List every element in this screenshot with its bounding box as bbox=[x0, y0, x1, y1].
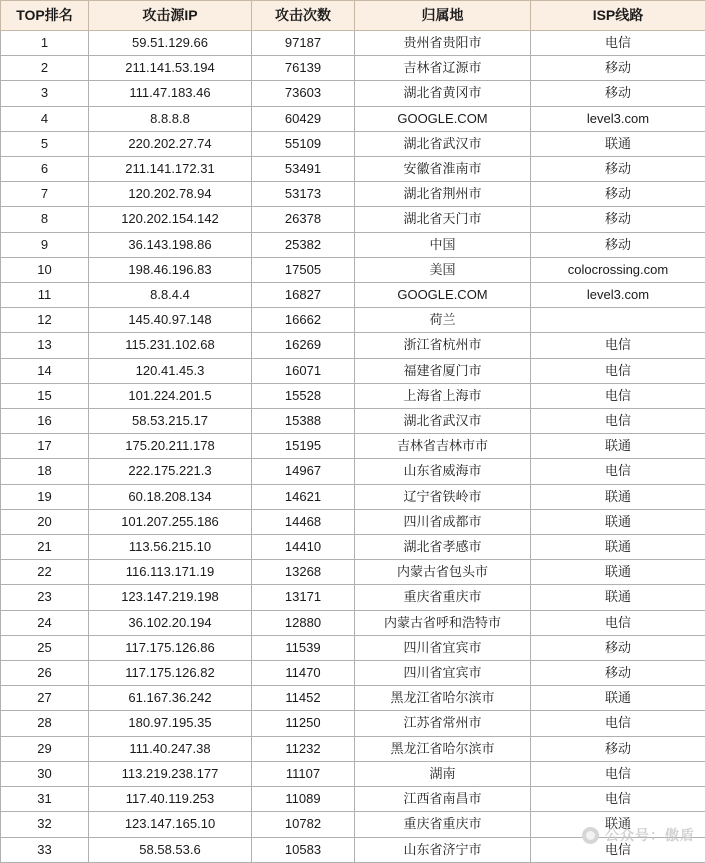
cell-isp: 移动 bbox=[531, 182, 705, 207]
table-row bbox=[1, 333, 705, 358]
cell-source-ip: 111.47.183.46 bbox=[89, 81, 252, 106]
cell-isp: 电信 bbox=[531, 837, 705, 862]
table-row bbox=[1, 812, 705, 837]
cell-rank: 18 bbox=[1, 459, 89, 484]
cell-location: 吉林省辽源市 bbox=[355, 56, 531, 81]
cell-attack-count: 53173 bbox=[252, 182, 355, 207]
table-row bbox=[1, 761, 705, 786]
column-header-rank: TOP排名 bbox=[1, 1, 89, 31]
cell-isp: 电信 bbox=[531, 31, 705, 56]
cell-isp bbox=[531, 308, 705, 333]
cell-source-ip: 101.224.201.5 bbox=[89, 383, 252, 408]
column-header-location: 归属地 bbox=[355, 1, 531, 31]
cell-source-ip: 175.20.211.178 bbox=[89, 434, 252, 459]
table-row bbox=[1, 409, 705, 434]
cell-isp: 电信 bbox=[531, 761, 705, 786]
cell-rank: 1 bbox=[1, 31, 89, 56]
cell-source-ip: 58.58.53.6 bbox=[89, 837, 252, 862]
table-row bbox=[1, 736, 705, 761]
cell-attack-count: 55109 bbox=[252, 131, 355, 156]
cell-location: 江西省南昌市 bbox=[355, 787, 531, 812]
cell-location: 贵州省贵阳市 bbox=[355, 31, 531, 56]
cell-location: 荷兰 bbox=[355, 308, 531, 333]
cell-rank: 17 bbox=[1, 434, 89, 459]
cell-isp: 电信 bbox=[531, 409, 705, 434]
table-row bbox=[1, 182, 705, 207]
cell-rank: 6 bbox=[1, 157, 89, 182]
cell-rank: 8 bbox=[1, 207, 89, 232]
cell-attack-count: 16269 bbox=[252, 333, 355, 358]
cell-isp: 电信 bbox=[531, 459, 705, 484]
cell-attack-count: 15195 bbox=[252, 434, 355, 459]
cell-rank: 25 bbox=[1, 635, 89, 660]
cell-rank: 32 bbox=[1, 812, 89, 837]
table-row bbox=[1, 358, 705, 383]
cell-rank: 5 bbox=[1, 131, 89, 156]
cell-source-ip: 180.97.195.35 bbox=[89, 711, 252, 736]
cell-location: 安徽省淮南市 bbox=[355, 157, 531, 182]
cell-attack-count: 14967 bbox=[252, 459, 355, 484]
table-row bbox=[1, 535, 705, 560]
table-header bbox=[1, 1, 705, 31]
cell-attack-count: 15388 bbox=[252, 409, 355, 434]
cell-location: 黑龙江省哈尔滨市 bbox=[355, 736, 531, 761]
cell-source-ip: 117.40.119.253 bbox=[89, 787, 252, 812]
column-header-source-ip: 攻击源IP bbox=[89, 1, 252, 31]
cell-rank: 28 bbox=[1, 711, 89, 736]
cell-isp: colocrossing.com bbox=[531, 257, 705, 282]
cell-attack-count: 53491 bbox=[252, 157, 355, 182]
cell-rank: 4 bbox=[1, 106, 89, 131]
cell-location: 黑龙江省哈尔滨市 bbox=[355, 686, 531, 711]
cell-location: 湖北省武汉市 bbox=[355, 409, 531, 434]
cell-isp: 电信 bbox=[531, 333, 705, 358]
cell-attack-count: 11470 bbox=[252, 661, 355, 686]
cell-source-ip: 211.141.172.31 bbox=[89, 157, 252, 182]
cell-attack-count: 13268 bbox=[252, 560, 355, 585]
cell-rank: 27 bbox=[1, 686, 89, 711]
table-row bbox=[1, 207, 705, 232]
cell-rank: 21 bbox=[1, 535, 89, 560]
table-row bbox=[1, 837, 705, 862]
cell-isp: 联通 bbox=[531, 560, 705, 585]
table-row bbox=[1, 31, 705, 56]
cell-location: 吉林省吉林市市 bbox=[355, 434, 531, 459]
cell-rank: 11 bbox=[1, 283, 89, 308]
table-row bbox=[1, 308, 705, 333]
cell-location: 湖北省孝感市 bbox=[355, 535, 531, 560]
cell-location: 湖北省荆州市 bbox=[355, 182, 531, 207]
cell-isp: 联通 bbox=[531, 535, 705, 560]
cell-source-ip: 115.231.102.68 bbox=[89, 333, 252, 358]
cell-source-ip: 61.167.36.242 bbox=[89, 686, 252, 711]
table-row bbox=[1, 787, 705, 812]
cell-attack-count: 97187 bbox=[252, 31, 355, 56]
cell-source-ip: 198.46.196.83 bbox=[89, 257, 252, 282]
table-row bbox=[1, 484, 705, 509]
cell-isp: 联通 bbox=[531, 585, 705, 610]
cell-attack-count: 12880 bbox=[252, 610, 355, 635]
cell-attack-count: 76139 bbox=[252, 56, 355, 81]
cell-source-ip: 116.113.171.19 bbox=[89, 560, 252, 585]
table-row bbox=[1, 661, 705, 686]
table-row bbox=[1, 686, 705, 711]
cell-attack-count: 14468 bbox=[252, 509, 355, 534]
cell-rank: 15 bbox=[1, 383, 89, 408]
cell-attack-count: 10782 bbox=[252, 812, 355, 837]
cell-source-ip: 113.219.238.177 bbox=[89, 761, 252, 786]
cell-location: 四川省成都市 bbox=[355, 509, 531, 534]
table-row bbox=[1, 131, 705, 156]
cell-location: 重庆省重庆市 bbox=[355, 812, 531, 837]
cell-source-ip: 101.207.255.186 bbox=[89, 509, 252, 534]
table-row bbox=[1, 585, 705, 610]
cell-rank: 30 bbox=[1, 761, 89, 786]
cell-isp: 电信 bbox=[531, 711, 705, 736]
cell-source-ip: 113.56.215.10 bbox=[89, 535, 252, 560]
cell-rank: 22 bbox=[1, 560, 89, 585]
cell-rank: 19 bbox=[1, 484, 89, 509]
cell-location: 湖北省黄冈市 bbox=[355, 81, 531, 106]
table-row bbox=[1, 232, 705, 257]
cell-isp: level3.com bbox=[531, 106, 705, 131]
cell-source-ip: 111.40.247.38 bbox=[89, 736, 252, 761]
cell-attack-count: 16662 bbox=[252, 308, 355, 333]
cell-location: 中国 bbox=[355, 232, 531, 257]
cell-isp: 联通 bbox=[531, 131, 705, 156]
column-header-attack-count: 攻击次数 bbox=[252, 1, 355, 31]
table-row bbox=[1, 459, 705, 484]
cell-location: 上海省上海市 bbox=[355, 383, 531, 408]
watermark-text: 公众号：傲盾 bbox=[605, 825, 695, 845]
cell-isp: 移动 bbox=[531, 661, 705, 686]
cell-attack-count: 25382 bbox=[252, 232, 355, 257]
cell-source-ip: 36.143.198.86 bbox=[89, 232, 252, 257]
cell-location: 福建省厦门市 bbox=[355, 358, 531, 383]
cell-attack-count: 11107 bbox=[252, 761, 355, 786]
cell-attack-count: 26378 bbox=[252, 207, 355, 232]
cell-isp: 电信 bbox=[531, 383, 705, 408]
cell-isp: 联通 bbox=[531, 484, 705, 509]
cell-isp: 电信 bbox=[531, 358, 705, 383]
column-header-isp: ISP线路 bbox=[531, 1, 705, 31]
cell-source-ip: 60.18.208.134 bbox=[89, 484, 252, 509]
cell-isp: 移动 bbox=[531, 81, 705, 106]
cell-isp: 移动 bbox=[531, 157, 705, 182]
cell-source-ip: 117.175.126.86 bbox=[89, 635, 252, 660]
table-row bbox=[1, 635, 705, 660]
cell-attack-count: 11539 bbox=[252, 635, 355, 660]
cell-location: 四川省宜宾市 bbox=[355, 661, 531, 686]
cell-source-ip: 8.8.8.8 bbox=[89, 106, 252, 131]
cell-source-ip: 120.41.45.3 bbox=[89, 358, 252, 383]
cell-attack-count: 14621 bbox=[252, 484, 355, 509]
cell-location: GOOGLE.COM bbox=[355, 283, 531, 308]
cell-source-ip: 58.53.215.17 bbox=[89, 409, 252, 434]
cell-location: 山东省威海市 bbox=[355, 459, 531, 484]
cell-source-ip: 222.175.221.3 bbox=[89, 459, 252, 484]
cell-source-ip: 123.147.165.10 bbox=[89, 812, 252, 837]
cell-location: GOOGLE.COM bbox=[355, 106, 531, 131]
table-header-row bbox=[1, 1, 705, 31]
table-row bbox=[1, 560, 705, 585]
cell-location: 湖北省武汉市 bbox=[355, 131, 531, 156]
cell-rank: 14 bbox=[1, 358, 89, 383]
table-row bbox=[1, 711, 705, 736]
cell-source-ip: 59.51.129.66 bbox=[89, 31, 252, 56]
table-row bbox=[1, 283, 705, 308]
cell-attack-count: 14410 bbox=[252, 535, 355, 560]
cell-source-ip: 123.147.219.198 bbox=[89, 585, 252, 610]
cell-isp: 移动 bbox=[531, 736, 705, 761]
cell-attack-count: 16827 bbox=[252, 283, 355, 308]
cell-rank: 31 bbox=[1, 787, 89, 812]
cell-location: 湖北省天门市 bbox=[355, 207, 531, 232]
table-row bbox=[1, 383, 705, 408]
cell-isp: 电信 bbox=[531, 610, 705, 635]
cell-isp: 联通 bbox=[531, 812, 705, 837]
cell-isp: 电信 bbox=[531, 787, 705, 812]
cell-attack-count: 10583 bbox=[252, 837, 355, 862]
cell-rank: 20 bbox=[1, 509, 89, 534]
cell-location: 江苏省常州市 bbox=[355, 711, 531, 736]
cell-isp: 联通 bbox=[531, 686, 705, 711]
cell-rank: 13 bbox=[1, 333, 89, 358]
cell-isp: 移动 bbox=[531, 635, 705, 660]
table-row bbox=[1, 257, 705, 282]
cell-location: 四川省宜宾市 bbox=[355, 635, 531, 660]
cell-location: 内蒙古省包头市 bbox=[355, 560, 531, 585]
cell-location: 山东省济宁市 bbox=[355, 837, 531, 862]
cell-attack-count: 11089 bbox=[252, 787, 355, 812]
cell-attack-count: 73603 bbox=[252, 81, 355, 106]
table-row bbox=[1, 81, 705, 106]
cell-location: 湖南 bbox=[355, 761, 531, 786]
cell-rank: 2 bbox=[1, 56, 89, 81]
cell-rank: 7 bbox=[1, 182, 89, 207]
cell-rank: 23 bbox=[1, 585, 89, 610]
cell-source-ip: 117.175.126.82 bbox=[89, 661, 252, 686]
cell-rank: 12 bbox=[1, 308, 89, 333]
cell-attack-count: 11250 bbox=[252, 711, 355, 736]
cell-attack-count: 60429 bbox=[252, 106, 355, 131]
cell-attack-count: 11452 bbox=[252, 686, 355, 711]
cell-source-ip: 211.141.53.194 bbox=[89, 56, 252, 81]
cell-isp: 联通 bbox=[531, 434, 705, 459]
cell-source-ip: 120.202.78.94 bbox=[89, 182, 252, 207]
cell-location: 内蒙古省呼和浩特市 bbox=[355, 610, 531, 635]
cell-attack-count: 15528 bbox=[252, 383, 355, 408]
table-row bbox=[1, 157, 705, 182]
table-row bbox=[1, 56, 705, 81]
cell-source-ip: 145.40.97.148 bbox=[89, 308, 252, 333]
cell-isp: level3.com bbox=[531, 283, 705, 308]
cell-location: 美国 bbox=[355, 257, 531, 282]
table-row bbox=[1, 610, 705, 635]
cell-isp: 移动 bbox=[531, 56, 705, 81]
cell-source-ip: 120.202.154.142 bbox=[89, 207, 252, 232]
table-row bbox=[1, 434, 705, 459]
cell-attack-count: 11232 bbox=[252, 736, 355, 761]
cell-rank: 24 bbox=[1, 610, 89, 635]
cell-source-ip: 8.8.4.4 bbox=[89, 283, 252, 308]
table-row bbox=[1, 509, 705, 534]
cell-rank: 3 bbox=[1, 81, 89, 106]
cell-rank: 33 bbox=[1, 837, 89, 862]
cell-rank: 29 bbox=[1, 736, 89, 761]
cell-rank: 16 bbox=[1, 409, 89, 434]
cell-isp: 移动 bbox=[531, 232, 705, 257]
cell-location: 辽宁省铁岭市 bbox=[355, 484, 531, 509]
cell-rank: 26 bbox=[1, 661, 89, 686]
cell-source-ip: 36.102.20.194 bbox=[89, 610, 252, 635]
cell-rank: 10 bbox=[1, 257, 89, 282]
table-row bbox=[1, 106, 705, 131]
table-body bbox=[1, 31, 705, 863]
cell-isp: 联通 bbox=[531, 509, 705, 534]
cell-location: 重庆省重庆市 bbox=[355, 585, 531, 610]
cell-attack-count: 13171 bbox=[252, 585, 355, 610]
cell-location: 浙江省杭州市 bbox=[355, 333, 531, 358]
cell-source-ip: 220.202.27.74 bbox=[89, 131, 252, 156]
cell-rank: 9 bbox=[1, 232, 89, 257]
cell-attack-count: 16071 bbox=[252, 358, 355, 383]
cell-attack-count: 17505 bbox=[252, 257, 355, 282]
cell-isp: 移动 bbox=[531, 207, 705, 232]
